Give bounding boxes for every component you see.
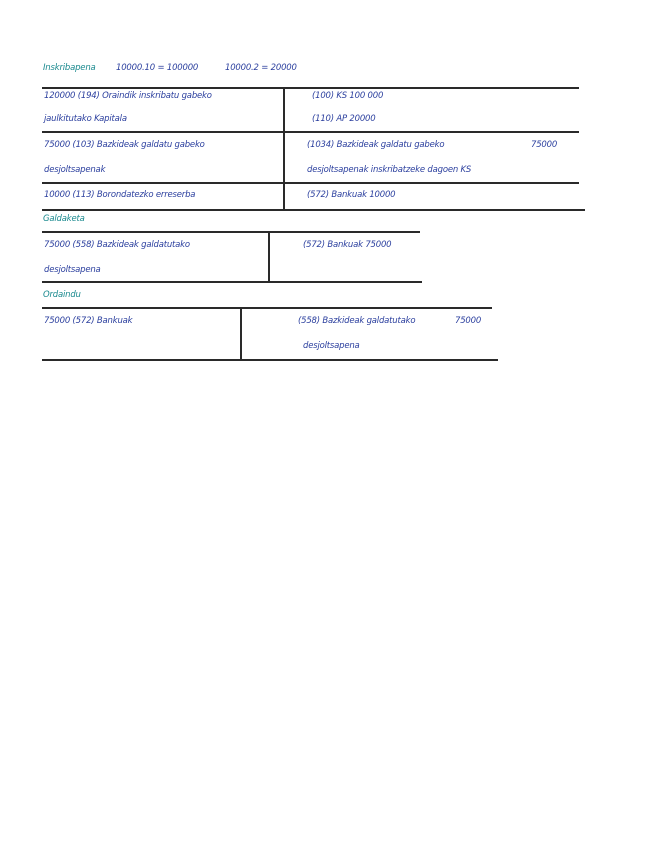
calc-capital: 10000.10 = 100000 [116, 63, 199, 73]
journal-divider [283, 87, 285, 210]
ordaindu-top-line [42, 307, 492, 309]
entry-left-line: 75000 (558) Bazkideak galdatutako [44, 240, 190, 250]
calc-premium: 10000.2 = 20000 [225, 63, 297, 73]
galdaketa-top-line [42, 231, 420, 233]
entry-right-amount: 75000 [455, 316, 482, 326]
entry-left-line: 120000 (194) Oraindik inskribatu gabeko [44, 91, 212, 101]
entry-left-line: desjoltsapena [44, 265, 101, 275]
section-title-galdaketa: Galdaketa [43, 214, 85, 224]
entry-right-line: (1034) Bazkideak galdatu gabeko [307, 140, 445, 150]
entry-right-line: (110) AP 20000 [312, 114, 376, 124]
journal-top-line [42, 87, 579, 89]
entry-right-line: (572) Bankuak 10000 [307, 190, 396, 200]
entry-left-line: 75000 (572) Bankuak [44, 316, 133, 326]
ordaindu-bottom-line [42, 359, 498, 361]
row-separator [42, 131, 579, 133]
ordaindu-divider [240, 307, 242, 361]
entry-left-line: 10000 (113) Borondatezko erreserba [44, 190, 196, 200]
galdaketa-bottom-line [42, 281, 422, 283]
journal-bottom-line [42, 209, 585, 211]
entry-right-line: desjoltsapena [303, 341, 360, 351]
entry-left-line: desjoltsapenak [44, 165, 106, 175]
section-title-inskribapena: Inskribapena [43, 63, 96, 73]
entry-left-line: jaulkitutako Kapitala [44, 114, 127, 124]
galdaketa-divider [268, 231, 270, 281]
entry-right-line: (572) Bankuak 75000 [303, 240, 392, 250]
row-separator [42, 182, 579, 184]
section-title-ordaindu: Ordaindu [43, 290, 81, 300]
entry-right-amount: 75000 [531, 140, 558, 150]
entry-right-line: (100) KS 100 000 [312, 91, 384, 101]
entry-right-line: desjoltsapenak inskribatzeke dagoen KS [307, 165, 472, 175]
entry-right-line: (558) Bazkideak galdatutako [298, 316, 416, 326]
entry-left-line: 75000 (103) Bazkideak galdatu gabeko [44, 140, 205, 150]
